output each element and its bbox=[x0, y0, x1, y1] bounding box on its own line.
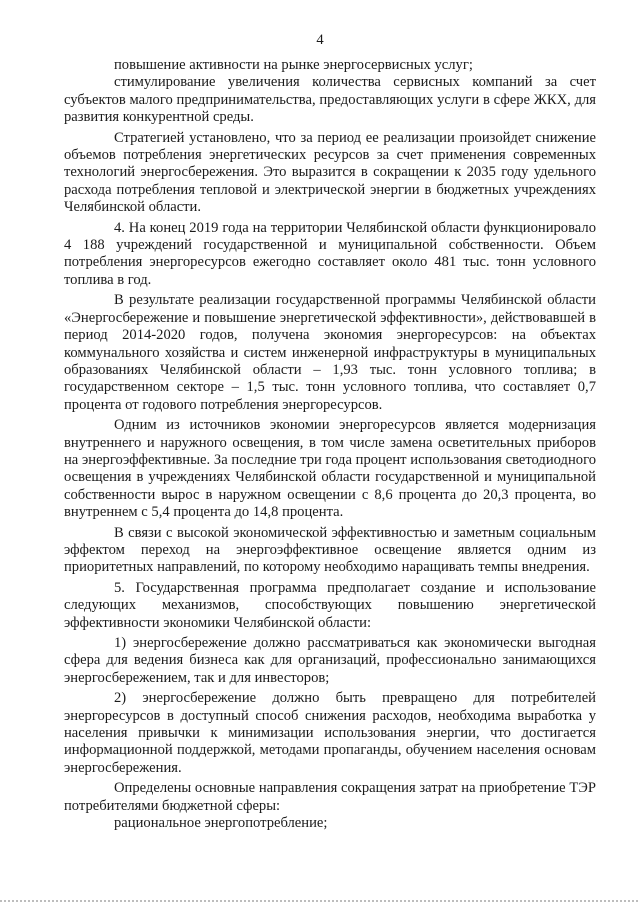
scan-edge-divider bbox=[0, 900, 640, 902]
paragraph-list-item-1: 1) энергосбережение должно рассматриваться как экономически выгодная сфера для ведения бизнеса как для организаций, профессионально занимающихся энергосбережением, так и для инвесторов; bbox=[64, 635, 596, 686]
page-number: 4 bbox=[316, 32, 324, 48]
paragraph-efficient-lighting: В связи с высокой экономической эффективностью и заметным социальным эффектом переход на энергоэффективное освещение является одним из приоритетных направлений, по которому необходимо наращивать темпы внедрения. bbox=[64, 524, 596, 576]
document-body bbox=[64, 57, 596, 832]
paragraph-item-5: 5. Государственная программа предполагает создание и использование следующих механизмов, способствующих повышению энергетической эффективности экономики Челябинской области: bbox=[64, 579, 596, 631]
paragraph-item-4: 4. На конец 2019 года на территории Челябинской области функционировало 4 188 учреждений государственной и муниципальной собственности. Объем потребления энергоресурсов ежегодно составляет около 481 тыс. тонн условного топлива в год. bbox=[64, 219, 596, 288]
paragraph-program-results: В результате реализации государственной программы Челябинской области «Энергосбережение и повышение энергетической эффективности», действовавшей в период 2014-2020 годов, получена экономия энергоресурсов: на объектах коммунального хозяйства и систем инженерной инфраструктуры в муниципальных образованиях Челябинской области – 1,93 тыс. тонн условного топлива; в государственном секторе – 1,5 тыс. тонн условного топлива, что составляет 0,7 процента от годового потребления энергоресурсов. bbox=[64, 292, 596, 413]
paragraph-lighting-modernization: Одним из источников экономии энергоресурсов является модернизация внутреннего и наружного освещения, в том числе замена осветительных приборов на энергоэффективные. За последние три года процент использования светодиодного освещения в учреждениях Челябинской области государственной и муниципальной собственности вырос в наружном освещении с 8,6 процента до 20,3 процента, во внутреннем с 5,4 процента до 14,8 процента. bbox=[64, 417, 596, 521]
paragraph-list-item-2: 2) энергосбережение должно быть превращено для потребителей энергоресурсов в доступный способ снижения расходов, необходима выработка у населения привычки к минимизации использования энергии, что достигается информационной поддержкой, методами пропаганды, обучением населения основам энергосбережения. bbox=[64, 690, 596, 776]
paragraph-cost-reduction: Определены основные направления сокращения затрат на приобретение ТЭР потребителями бюджетной сферы: bbox=[64, 780, 596, 814]
paragraph-rational-consumption: рациональное энергопотребление; bbox=[114, 815, 328, 832]
paragraph-strategy: Стратегией установлено, что за период ее реализации произойдет снижение объемов потребления энергетических ресурсов за счет применения современных технологий энергосбережения. Это выразится в сокращении к 2035 году удельного расхода потребления тепловой и электрической энергии в бюджетных учреждениях Челябинской области. bbox=[64, 129, 596, 216]
paragraph-service-companies: стимулирование увеличения количества сервисных компаний за счет субъектов малого предпринимательства, предоставляющих услуги в сфере ЖКХ, для развития конкурентной среды. bbox=[64, 74, 596, 126]
paragraph-energy-service-market: повышение активности на рынке энергосервисных услуг; bbox=[114, 57, 473, 73]
